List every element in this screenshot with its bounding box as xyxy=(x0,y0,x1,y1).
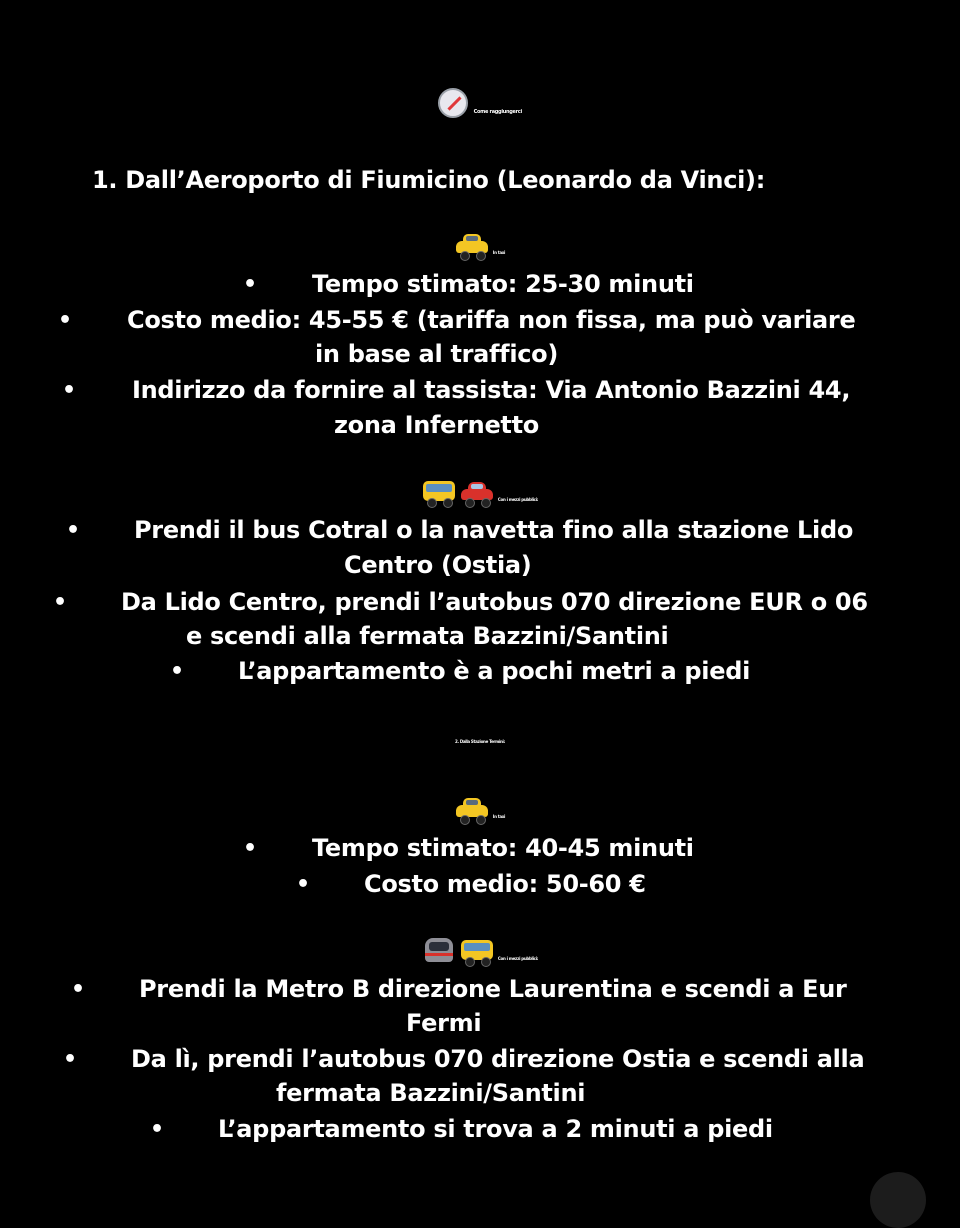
taxi-label-row xyxy=(0,231,960,270)
car-icon xyxy=(460,478,494,506)
bullet: • xyxy=(62,378,77,403)
taxi-label-row xyxy=(0,795,960,834)
bullet: • xyxy=(243,272,258,297)
bullet: • xyxy=(63,1047,78,1072)
public-step3: L’appartamento si trova a 2 minuti a piedi xyxy=(218,1115,773,1143)
bullet: • xyxy=(170,659,185,684)
page-title-row xyxy=(0,88,960,129)
bus-icon xyxy=(460,937,494,965)
public-transport-label: Con i mezzi pubblici: xyxy=(497,497,539,502)
public-step3: L’appartamento è a pochi metri a piedi xyxy=(238,657,750,685)
taxi-cost-line1: Costo medio: 45-55 € (tariffa non fissa, ma può variare xyxy=(127,306,856,334)
bullet: • xyxy=(243,836,258,861)
taxi-icon xyxy=(455,795,489,823)
bullet: • xyxy=(150,1117,165,1142)
bullet: • xyxy=(58,308,73,333)
public-step2-line2: e scendi alla fermata Bazzini/Santini xyxy=(186,622,669,650)
taxi-icon xyxy=(455,231,489,259)
public-step2-line1: Da lì, prendi l’autobus 070 direzione Ostia e scendi alla xyxy=(131,1045,865,1073)
compass-icon xyxy=(438,88,468,118)
public-transport-label-row xyxy=(0,937,960,976)
bullet: • xyxy=(296,872,311,897)
taxi-label: In taxi xyxy=(492,814,506,819)
metro-icon xyxy=(422,937,456,965)
public-step2-line2: fermata Bazzini/Santini xyxy=(276,1079,586,1107)
public-step1-line1: Prendi il bus Cotral o la navetta fino alla stazione Lido xyxy=(134,516,854,544)
public-transport-label: Con i mezzi pubblici: xyxy=(497,956,539,961)
bus-icon xyxy=(422,478,456,506)
taxi-cost-line2: in base al traffico) xyxy=(315,340,559,368)
public-step1-line2: Fermi xyxy=(406,1009,482,1037)
taxi-cost: Costo medio: 50-60 € xyxy=(364,870,646,898)
taxi-label: In taxi xyxy=(492,250,506,255)
taxi-time: Tempo stimato: 25-30 minuti xyxy=(312,270,694,298)
taxi-time: Tempo stimato: 40-45 minuti xyxy=(312,834,694,862)
scroll-button[interactable] xyxy=(870,1172,926,1228)
bullet: • xyxy=(66,518,81,543)
section-heading-termini: 2. Dalla Stazione Termini: xyxy=(455,739,505,744)
public-transport-label-row xyxy=(0,478,960,517)
public-step1-line1: Prendi la Metro B direzione Laurentina e scendi a Eur xyxy=(139,975,847,1003)
public-step2-line1: Da Lido Centro, prendi l’autobus 070 direzione EUR o 06 xyxy=(121,588,868,616)
section-heading-airport: 1. Dall’Aeroporto di Fiumicino (Leonardo da Vinci): xyxy=(92,166,766,194)
taxi-address-line2: zona Infernetto xyxy=(334,411,539,439)
page-title: Come raggiungerci xyxy=(473,109,522,115)
bullet: • xyxy=(53,590,68,615)
public-step1-line2: Centro (Ostia) xyxy=(344,551,532,579)
taxi-address-line1: Indirizzo da fornire al tassista: Via Antonio Bazzini 44, xyxy=(132,376,851,404)
bullet: • xyxy=(71,977,86,1002)
